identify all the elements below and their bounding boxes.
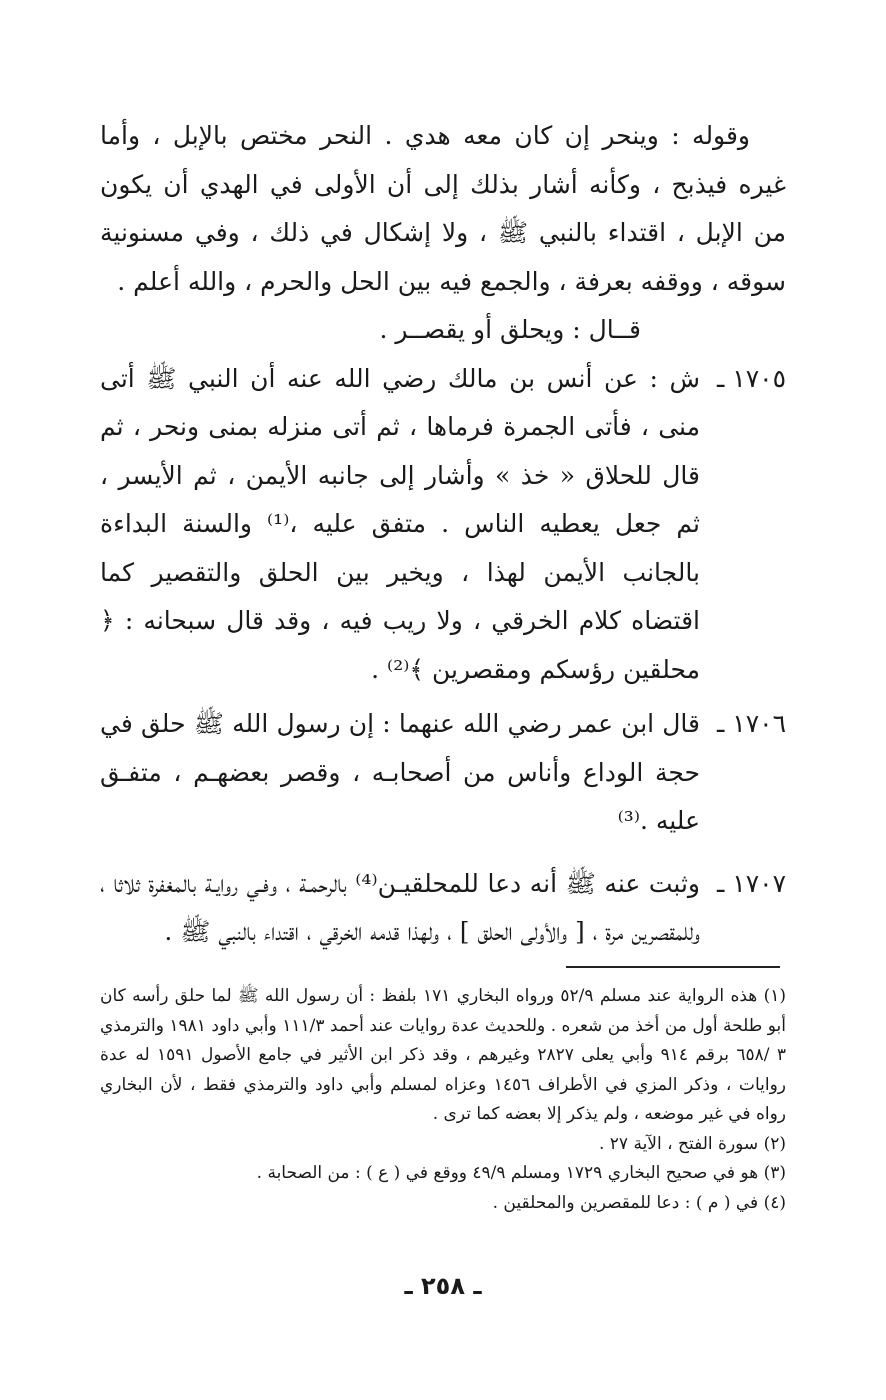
hadith-entry bbox=[100, 700, 786, 846]
entry-text: ش : عن أنس بن مالك رضي الله عنه أن النبي ﷺ أتى منى ، فأتى الجمرة فرماها ، ثم أتى منزله بمنى ونحر ، ثم قال للحلاق « خذ » وأشار إلى جانبه الأيمن ، ثم الأيسر ، ثم جعل يعطيه الناس . متفق عليه ،⁽¹⁾ والسنة البداءة بالجانب الأيمن لهذا ، ويخير بين الحلق والتقصير كما اقتضاه كلام الخرقي ، ولا ريب فيه ، وقد قال سبحانه : ﴿ محلقين رؤسكم ومقصرين ﴾⁽²⁾ . bbox=[100, 363, 700, 684]
hadith-entry bbox=[100, 355, 786, 695]
matn-line: قــال : ويحلق أو يقصــر . bbox=[379, 315, 641, 344]
footnote: (٣) هو في صحيح البخاري ١٧٢٩ ومسلم ٤٩/٩ ووقع في ( ع ) : من الصحابة . bbox=[256, 1163, 786, 1183]
entry-text: قال ابن عمر رضي الله عنهما : إن رسول الله ﷺ حلق في حجة الوداع وأناس من أصحابـه ، وقصر بعضهـم ، متفـق عليه .⁽³⁾ bbox=[100, 709, 700, 835]
footnote: (٤) في ( م ) : دعا للمقصرين والمحلقين . bbox=[492, 1192, 786, 1213]
footnote-divider bbox=[566, 966, 780, 968]
footnote: (٢) سورة الفتح ، الآية ٢٧ . bbox=[598, 1133, 786, 1154]
main-text bbox=[100, 112, 786, 957]
footnotes bbox=[100, 982, 786, 1218]
entry-number: ١٧٠٥ ـ bbox=[717, 363, 786, 393]
page-number: ـ ٢٥٨ ـ bbox=[404, 1272, 482, 1300]
paragraph: وقوله : وينحر إن كان معه هدي . النحر مختص بالإبل ، وأما غيره فيذبح ، وكأنه أشار بذلك إلى أن الأولى في الهدي أن يكون من الإبل ، اقتداء بالنبي ﷺ ، ولا إشكال في ذلك ، وفي مسنونية سوقه ، ووقفه بعرفة ، والجمع فيه بين الحل والحرم ، والله أعلم . bbox=[100, 121, 786, 296]
entry-number: ١٧٠٦ ـ bbox=[717, 709, 786, 738]
entry-number: ١٧٠٧ ـ bbox=[717, 868, 786, 898]
entry-text: وثبت عنه ﷺ أنه دعا للمحلقيـن⁽⁴⁾ بالرحمـة ، وفـي روايـة بالمغفرة ثلاثا ، وللمقصرين مرة ، [ والأولى الحلق ] ، ولهذا قدمه الخرقي ، اقتداء بالنبي ﷺ . bbox=[100, 868, 701, 946]
footnote: (١) هذه الرواية عند مسلم ٥٢/٩ ورواه البخاري ١٧١ بلفظ : أن رسول الله ﷺ لما حلق رأسه كان أبو طلحة أول من أخذ من شعره . وللحديث عدة روايات عند أحمد ١١١/٣ وأبي داود ١٩٨١ والترمذي ٣ /٦٥٨ برقم ٩١٤ وأبي يعلى ٢٨٢٧ وغيرهم ، وقد ذكر ابن الأثير في جامع الأصول ١٥٩١ له عدة روايات ، وذكر المزي في الأطراف ١٤٥٦ وعزاه لمسلم وأبي داود والترمذي فقط ، لأن البخاري رواه في غير موضعه ، ولم يذكر إلا بعضه كما ترى . bbox=[100, 986, 787, 1124]
hadith-entry bbox=[100, 860, 786, 957]
